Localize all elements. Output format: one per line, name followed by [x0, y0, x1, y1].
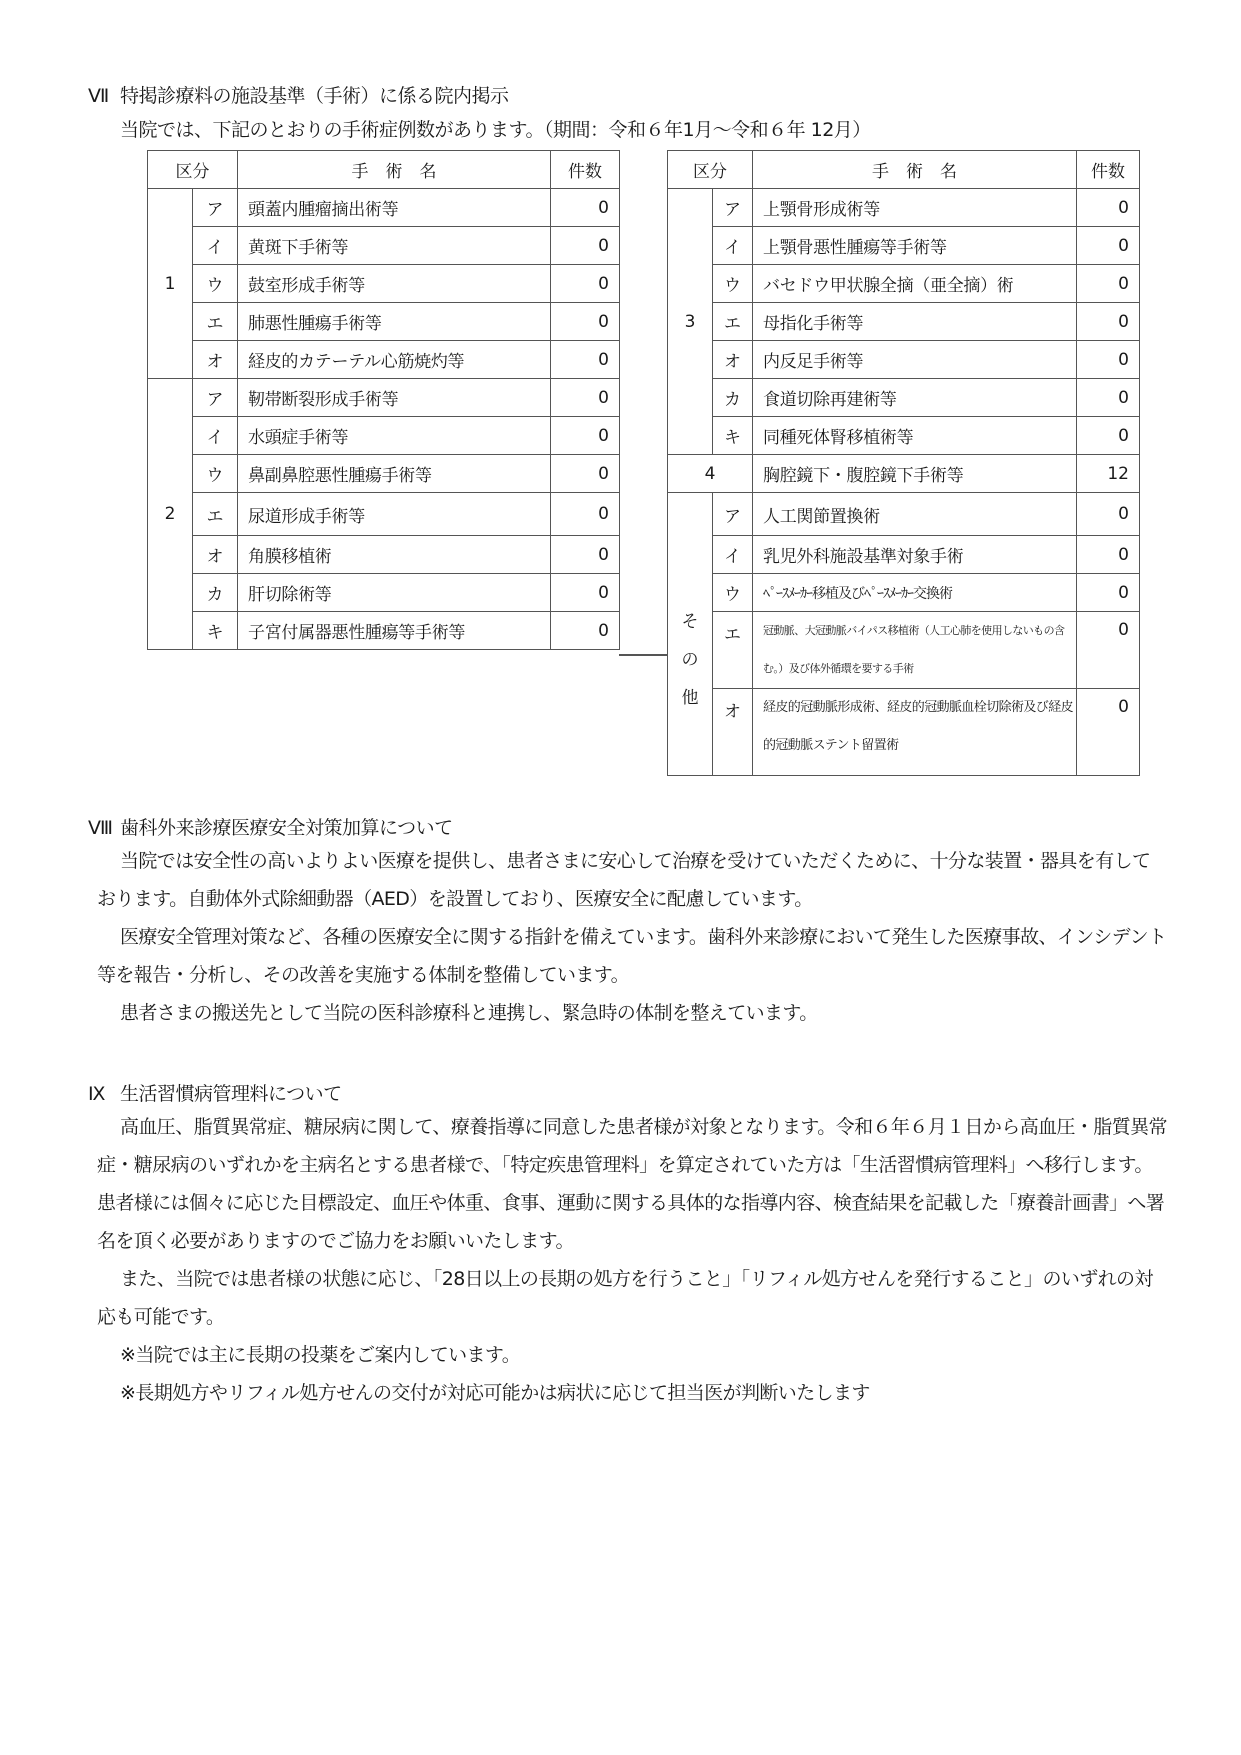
- row-count: 0: [1077, 341, 1140, 379]
- row-kana: ウ: [713, 265, 753, 303]
- table-row: [668, 379, 1140, 417]
- section-9-body: [97, 1108, 1167, 1412]
- row-count: 0: [551, 341, 620, 379]
- other-char: そ: [681, 612, 699, 632]
- row-name: 食道切除再建術等: [753, 379, 1077, 417]
- group-label: 3: [668, 189, 713, 455]
- surgery-table-left: [147, 150, 620, 650]
- note: ※当院では主に長期の投薬をご案内しています。: [120, 1344, 521, 1366]
- table-row: [668, 265, 1140, 303]
- header-name: 手 術 名: [753, 151, 1077, 189]
- row-name: 水頭症手術等: [238, 417, 551, 455]
- row-kana: ア: [193, 379, 238, 417]
- row-count: 0: [1077, 417, 1140, 455]
- section-7-heading: [88, 84, 509, 108]
- other-char: の: [681, 650, 699, 670]
- row-name: 子宮付属器悪性腫瘍等手術等: [238, 612, 551, 650]
- row-kana: ウ: [193, 265, 238, 303]
- row-kana: オ: [713, 341, 753, 379]
- row-count: 0: [551, 455, 620, 493]
- row-count: 0: [551, 227, 620, 265]
- row-kana: ウ: [713, 574, 753, 612]
- row-name: ﾍﾟｰｽﾒｰｶｰ移植及びﾍﾟｰｽﾒｰｶｰ交換術: [753, 574, 1077, 612]
- row-count: 0: [1077, 574, 1140, 612]
- table-row: [668, 689, 1140, 776]
- row-name: 肝切除術等: [238, 574, 551, 612]
- row-kana: イ: [713, 227, 753, 265]
- table-row: [668, 341, 1140, 379]
- table-row: [668, 303, 1140, 341]
- row-kana: ウ: [193, 455, 238, 493]
- table-row: [148, 379, 620, 417]
- row-name: 経皮的冠動脈形成術、経皮的冠動脈血栓切除術及び経皮的冠動脈ステント留置術: [753, 689, 1077, 776]
- row-name: 尿道形成手術等: [238, 493, 551, 536]
- row-count: 0: [551, 493, 620, 536]
- row-kana: オ: [713, 689, 753, 776]
- table-row: [668, 493, 1140, 536]
- row-name: 上顎骨悪性腫瘍等手術等: [753, 227, 1077, 265]
- row-kana: イ: [193, 417, 238, 455]
- section-9-number: Ⅸ: [88, 1083, 105, 1105]
- row-kana: キ: [193, 612, 238, 650]
- table-row: [148, 417, 620, 455]
- row-count: 0: [1077, 265, 1140, 303]
- section-8-body: [97, 842, 1167, 1032]
- header-count: 件数: [551, 151, 620, 189]
- row-name: 頭蓋内腫瘤摘出術等: [238, 189, 551, 227]
- row-kana: キ: [713, 417, 753, 455]
- paragraph: 医療安全管理対策など、各種の医療安全に関する指針を備えています。歯科外来診療において発生した医療事故、インシデント等を報告・分析し、その改善を実施する体制を整備しています。: [97, 926, 1167, 986]
- row-name: 経皮的カテーテル心筋焼灼等: [238, 341, 551, 379]
- table-row: [148, 227, 620, 265]
- section-7-title: 特掲診療料の施設基準（手術）に係る院内掲示: [120, 85, 509, 107]
- row-name: 母指化手術等: [753, 303, 1077, 341]
- header-category: 区分: [148, 151, 238, 189]
- row-kana: エ: [713, 303, 753, 341]
- row-count: 0: [551, 574, 620, 612]
- group-label: 4: [668, 455, 753, 493]
- row-count: 0: [551, 536, 620, 574]
- table-row: [668, 417, 1140, 455]
- row-name: 乳児外科施設基準対象手術: [753, 536, 1077, 574]
- row-kana: イ: [193, 227, 238, 265]
- section-8-number: Ⅷ: [88, 817, 113, 839]
- table-row: [148, 265, 620, 303]
- header-category: 区分: [668, 151, 753, 189]
- row-name: 上顎骨形成術等: [753, 189, 1077, 227]
- row-kana: オ: [193, 341, 238, 379]
- row-count: 0: [1077, 689, 1140, 776]
- table-row: [668, 455, 1140, 493]
- row-name: 角膜移植術: [238, 536, 551, 574]
- paragraph: 高血圧、脂質異常症、糖尿病に関して、療養指導に同意した患者様が対象となります。令和６年６月１日から高血圧・脂質異常症・糖尿病のいずれかを主病名とする患者様で、「特定疾患管理料」を算定されていた方は「生活習慣病管理料」へ移行します。患者様には個々に応じた目標設定、血圧や体重、食事、運動に関する具体的な指導内容、検査結果を記載した「療養計画書」へ署名を頂く必要がありますのでご協力をお願いいたします。: [97, 1116, 1167, 1252]
- row-count: 0: [1077, 189, 1140, 227]
- row-kana: ア: [193, 189, 238, 227]
- table-header-row: [148, 151, 620, 189]
- header-name: 手 術 名: [238, 151, 551, 189]
- row-count: 0: [1077, 303, 1140, 341]
- row-kana: カ: [193, 574, 238, 612]
- section-8-title: 歯科外来診療医療安全対策加算について: [120, 817, 453, 839]
- row-kana: エ: [713, 612, 753, 689]
- table-row: [668, 227, 1140, 265]
- table-row: [148, 189, 620, 227]
- row-kana: カ: [713, 379, 753, 417]
- table-row: [668, 574, 1140, 612]
- paragraph: 患者さまの搬送先として当院の医科診療科と連携し、緊急時の体制を整えています。: [120, 1002, 818, 1024]
- table-row: [148, 536, 620, 574]
- section-7-number: Ⅶ: [88, 85, 109, 107]
- table-row: [668, 189, 1140, 227]
- row-name: バセドウ甲状腺全摘（亜全摘）術: [753, 265, 1077, 303]
- other-char: 他: [681, 688, 699, 708]
- row-kana: ア: [713, 493, 753, 536]
- group-label: 2: [148, 379, 193, 650]
- row-kana: イ: [713, 536, 753, 574]
- table-row: [148, 612, 620, 650]
- table-divider-line: [619, 654, 667, 656]
- row-kana: エ: [193, 303, 238, 341]
- table-row: [148, 574, 620, 612]
- table-row: [668, 536, 1140, 574]
- row-kana: ア: [713, 189, 753, 227]
- row-name: 内反足手術等: [753, 341, 1077, 379]
- row-name: 同種死体腎移植術等: [753, 417, 1077, 455]
- section-9-title: 生活習慣病管理料について: [120, 1083, 342, 1105]
- row-count: 0: [551, 417, 620, 455]
- table-row: [148, 455, 620, 493]
- note: ※長期処方やリフィル処方せんの交付が対応可能かは病状に応じて担当医が判断いたします: [120, 1382, 870, 1404]
- row-kana: オ: [193, 536, 238, 574]
- table-row: [148, 341, 620, 379]
- row-name: 靭帯断裂形成手術等: [238, 379, 551, 417]
- row-name: 黄斑下手術等: [238, 227, 551, 265]
- paragraph: 当院では安全性の高いよりよい医療を提供し、患者さまに安心して治療を受けていただくために、十分な装置・器具を有しております。自動体外式除細動器（AED）を設置しており、医療安全に配慮しています。: [97, 850, 1151, 910]
- header-count: 件数: [1077, 151, 1140, 189]
- paragraph: また、当院では患者様の状態に応じ、「28日以上の長期の処方を行うこと」「リフィル処方せんを発行すること」のいずれの対応も可能です。: [97, 1268, 1153, 1328]
- row-name: 肺悪性腫瘍手術等: [238, 303, 551, 341]
- row-name: 人工関節置換術: [753, 493, 1077, 536]
- row-name: 胸腔鏡下・腹腔鏡下手術等: [753, 455, 1077, 493]
- row-count: 0: [551, 612, 620, 650]
- table-row: [148, 493, 620, 536]
- row-count: 12: [1077, 455, 1140, 493]
- section-7-intro: 当院では、下記のとおりの手術症例数があります。（期間：令和６年1月～令和６年 12月）: [120, 119, 871, 141]
- row-name: 鼻副鼻腔悪性腫瘍手術等: [238, 455, 551, 493]
- table-row: [148, 303, 620, 341]
- row-count: 0: [551, 379, 620, 417]
- row-kana: エ: [193, 493, 238, 536]
- section-9-heading: [88, 1082, 342, 1106]
- row-name: 鼓室形成手術等: [238, 265, 551, 303]
- section-8-heading: [88, 816, 453, 840]
- surgery-table-right: [667, 150, 1140, 776]
- table-header-row: [668, 151, 1140, 189]
- group-label: 1: [148, 189, 193, 379]
- row-count: 0: [1077, 227, 1140, 265]
- row-count: 0: [1077, 536, 1140, 574]
- row-count: 0: [1077, 612, 1140, 689]
- row-count: 0: [1077, 379, 1140, 417]
- row-name: 冠動脈、大冠動脈バイパス移植術（人工心肺を使用しないもの含む。）及び体外循環を要する手術: [753, 612, 1077, 689]
- table-row: [668, 612, 1140, 689]
- group-label-other: [668, 493, 713, 776]
- row-count: 0: [551, 189, 620, 227]
- row-count: 0: [1077, 493, 1140, 536]
- row-count: 0: [551, 265, 620, 303]
- row-count: 0: [551, 303, 620, 341]
